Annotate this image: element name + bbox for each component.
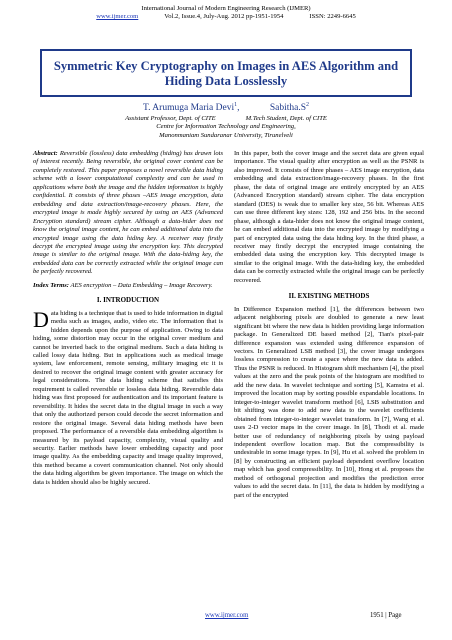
affiliation-block — [0, 115, 452, 140]
journal-volume: Vol.2, Issue.4, July-Aug. 2012 pp-1951-1954 — [164, 13, 284, 21]
index-terms — [33, 282, 223, 290]
paper-title-box — [40, 49, 412, 97]
affiliation-university: Manonmaniam Sundaranar University, Tirunelveli — [159, 131, 293, 139]
right-column — [234, 150, 424, 500]
affiliation-centre: Centre for Information Technology and Engineering, — [156, 123, 296, 131]
author-2 — [270, 103, 309, 113]
introduction-text: ata hiding is a technique that is used to hide information in digital media such as images, audio, video etc. The information that is hidden depends upon the purpose of application. Owing to data hiding, some distortion may occur in the original cover medium and cannot be inverted back to the original medium. Such a data hiding is called lossy data hiding. But in applications such as medical image system, law enforcement, remote sensing, military imaging etc it is desired to recover the original image content with greater accuracy for legal considerations. The data hiding scheme that satisfies this requirement is called reversible or lossless data hiding. Reversible data hiding was first proposed for authentication and its important feature is reversibility. It hides the secret data in the digital image in such a way that only the authorized person could decode the secret information and restore the original image. Several data hiding methods have been proposed. The performance of a reversible data embedding algorithm is measured by its payload capacity, complexity, visual quality and security. Earlier methods have lower embedding capacity and poor image quality. As the embedding capacity and image quality improved, this method became a covert communication channel. Not only should the data hiding algorithm be given importance. The image on which the data is hidden should also be highly secured. — [33, 309, 223, 486]
section-heading-introduction: I. INTRODUCTION — [96, 296, 160, 305]
section-heading-existing-methods: II. EXISTING METHODS — [288, 292, 370, 301]
existing-methods-paragraph: In Difference Expansion method [1], the differences between two adjacent neighboring pixels are doubled to generate a new least significant bit where the new data is hidden providing large information package. In Generalized DE based method [2], Tian's pixel-pair difference expansion was extended using difference expansion of vectors. In Generalized LSB method [3], the cover image undergoes lossless compression to create a space where the new data is added. Thus the PSNR is reduced. In Histogram shift mechanism [4], the pixel values at the zero and the peak points of the histogram are modified to add the new data. In wavelet technique and sorting [5], Kamstra et al. improved the location map by sorting possible expandable locations. In integer-to-integer wavelet transform method [6], LSB substitution and bit shifting was done to add new data to the wavelet coefficients obtained from integer-to-integer wavelet transform. In [7], Wang et al. uses 2-D vector maps in the cover image. In [8], Thodi et al. made better use of redundancy of neighboring pixels by using payload independent overflow location map. But the compressibility is undesirable in some image types. In [9], Hu et al. solved the problem in [8] by constructing an efficient payload dependent overflow location map which has good compressibility. In [10], Hong et al. proposes the method of orthogonal projection and modifies the prediction error values to add the secret data. In [11], the data is hidden by modifying a part of the encrypted — [234, 305, 424, 499]
paper-title: Symmetric Key Cryptography on Images in AES Algorithm and Hiding Data Losslessly — [53, 59, 399, 88]
author-1-role: Assistant Professor, Dept. of CITE — [125, 115, 216, 122]
author-1: T. Arumuga Maria Devi$^1$, — [142, 102, 240, 114]
journal-website-link[interactable]: www.ijmer.com — [96, 13, 139, 21]
journal-issn: ISSN: 2249-6645 — [309, 13, 356, 21]
intro-continued-paragraph: In this paper, both the cover image and the secret data are given equal importance. The visual quality after encryption as well as the PSNR is also improved. It consists of three phases – AES image encryption, data embedding and data extraction/image-recovery phases. In the first phase, the data of original image are entirely encrypted by an AES (Advanced Encryption standard) stream cipher. The data encryption standard (DES) is weak due to smaller key size, 56 bit. Whereas AES can use three different key sizes: 128, 192 and 256 bits. In the second phase, although a data-hider does not know the original image content, he can embed additional data into the encrypted image by modifying a part of encrypted data using the data hiding key. In the third phase, a receiver may firstly decrypt the encrypted image containing the embedded data using the encryption key. This decrypted image is similar to the original image. With the data-hiding key, the embedded data can be correctly extracted while the original image can be perfectly recovered. — [234, 150, 424, 284]
abstract — [33, 150, 223, 277]
author-line — [0, 102, 452, 113]
page-number: 1951 | Page — [370, 612, 402, 619]
author-2-sup: 2 — [306, 102, 309, 108]
journal-meta — [0, 13, 452, 21]
journal-header — [0, 5, 452, 21]
footer-website-link[interactable]: www.ijmer.com — [205, 612, 249, 619]
introduction-paragraph — [33, 306, 223, 488]
left-column — [33, 150, 223, 487]
author-2-name: Sabitha.S — [269, 103, 306, 114]
index-terms-label: Index Terms: — [33, 281, 69, 289]
author-1-name: T. Arumuga Maria Devi — [142, 103, 235, 114]
abstract-text: Reversible (lossless) data embedding (hiding) has drawn lots of interest recently. Being reversible, the original cover content can be completely restored. This paper proposes a novel reversible data hiding scheme with a lower computational complexity and can be used in applications where both the image and the hidden information is highly confidential. It consists of three phases –AES image encryption, data embedding and data extraction/image-recovery phases. Here, the encrypted image is made highly secured by using an AES (Advanced Encryption standard) stream cipher. Although a data-hider does not know the original image content, he can embed additional data into the encrypted image using the data hiding key. A receiver may firstly decrypt the encrypted image using the encryption key. This decrypted image is similar to the original image. With the data-hiding key, the embedded data can be correctly extracted while the original image can be perfectly recovered. — [33, 150, 224, 276]
drop-cap: D — [33, 306, 49, 332]
journal-name: International Journal of Modern Engineering Research (IJMER) — [141, 5, 311, 12]
abstract-label: Abstract: — [33, 150, 58, 157]
author-2-role: M.Tech Student, Dept. of CITE — [245, 115, 327, 122]
author-1-sup: 1 — [234, 102, 238, 108]
index-terms-text: AES encryption – Data Embedding – Image Recovery. — [70, 281, 213, 289]
